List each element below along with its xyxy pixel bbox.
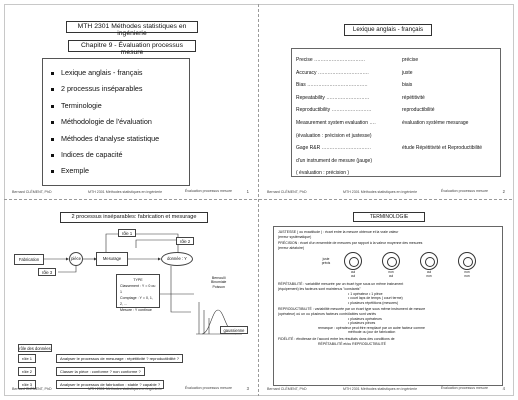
vertical-divider <box>258 4 259 396</box>
course-title: MTH 2301 Méthodes statistiques en ingénierie <box>66 21 198 33</box>
page-number: 2 <box>502 189 505 194</box>
type-title: TYPE <box>133 278 143 282</box>
slide-footer <box>6 383 256 391</box>
bullet-icon <box>51 154 54 157</box>
reproductibilite-line: • plusieurs opérateurs <box>348 316 382 321</box>
mesurage-box: Mesurage <box>96 252 128 266</box>
repetabilite-line: RÉPÉTABILITÉ : variabilité mesurée par un écart type sous un même instrument <box>278 282 404 287</box>
role-label: rôle 2 <box>18 367 36 376</box>
footer-course: MTH 2301 Méthodes statistiques en ingénierie <box>343 387 418 391</box>
list-item: Indices de capacité <box>51 147 189 163</box>
page-number: 3 <box>246 386 249 391</box>
precision-def: PRÉCISION : écart d'un ensemble de mesures par rapport à la valeur moyenne des mesures <box>278 241 423 246</box>
bullet-icon <box>51 105 54 108</box>
contents-box <box>42 58 190 186</box>
lexicon-row: Precise ................................ précise <box>296 57 419 63</box>
lexicon-row: (évaluation : précision et justesse) <box>296 132 372 139</box>
reproductibilite-line: remarque : opérateur peut être remplacé par un autre facteur comme <box>318 325 425 330</box>
process-title: 2 processus inséparables: fabrication et mesurage <box>60 212 208 223</box>
distribution-labels: Bernoulli Binomiale Poisson <box>211 276 227 289</box>
page-number: 4 <box>502 386 505 391</box>
fabrication-box: Fabrication <box>14 254 44 265</box>
repetabilite-line: • 1 opérateur • 1 pièce <box>348 291 383 296</box>
target-icon <box>420 252 438 270</box>
target-label: non oui <box>388 270 394 278</box>
footer-topic: Évaluation processus mesure <box>184 386 232 390</box>
role2-link <box>136 240 176 248</box>
footer-author: Bernard CLÉMENT, PhD <box>12 387 52 391</box>
footer-topic: Évaluation processus mesure <box>184 189 232 193</box>
lexicon-row: Gage R&R ............................... étude Répétitivité et Reproductibilité <box>296 145 483 152</box>
role2-tag: rôle 2 <box>176 237 194 245</box>
lexicon-row: Reproductibility ......................... reproductibilité <box>296 107 435 114</box>
footer-course: MTH 2301 Méthodes statistiques en ingénierie <box>343 190 418 194</box>
target-header: juste précis <box>321 257 331 265</box>
lexicon-box <box>291 48 501 177</box>
footer-topic: Évaluation processus mesure <box>440 189 488 193</box>
role-description: Classer la pièce : conforme ? non conforme ? <box>56 367 145 376</box>
terminology-box <box>273 226 503 386</box>
list-item: 2 processus inséparables <box>51 81 189 97</box>
slide-footer <box>261 186 512 194</box>
lexicon-row: Measurement system evaluation .... évaluation système mesurage <box>296 119 469 126</box>
justesse-def: JUSTESSE ( ou exactitude ) : écart entre la mesure obtenue et la vraie valeur <box>278 230 399 234</box>
bullet-icon <box>51 72 54 75</box>
role3-tag: rôle 3 <box>38 268 56 276</box>
slide-1 <box>6 6 256 197</box>
target-label: oui oui <box>350 270 356 278</box>
footer-course: MTH 2301 Méthodes statistiques en ingénierie <box>88 387 163 391</box>
reproductibilite-line: (opérateur) où un ou plusieurs facteurs contrôlables sont variés <box>278 311 377 316</box>
target-label: oui non <box>426 270 432 278</box>
bullet-icon <box>51 88 54 91</box>
role-description: Analyser le processus de fabrication : stable ? capable ? <box>56 380 164 389</box>
precision-note: (erreur aléatoire) <box>278 245 305 250</box>
lexicon-row: Bias ...................................... biais <box>296 82 413 89</box>
slide-4 <box>261 202 512 394</box>
type-line: Mesure : Y continue <box>120 308 152 312</box>
role-label: rôle 3 <box>18 380 36 389</box>
target-diagrams <box>314 252 498 278</box>
type-link <box>171 266 191 312</box>
list-item: Terminologie <box>51 98 189 114</box>
slide-footer <box>6 186 256 194</box>
footer-author: Bernard CLÉMENT, PhD <box>267 190 307 194</box>
footer-author: Bernard CLÉMENT, PhD <box>267 387 307 391</box>
repetabilite-line: • court laps de temps ( court terme) <box>348 296 403 301</box>
lexicon-title: Lexique anglais - français <box>344 24 432 36</box>
repetabilite-line: • plusieurs répétitions (mesures) <box>348 300 399 305</box>
slide-3 <box>6 202 256 394</box>
horizontal-divider <box>4 199 514 200</box>
type-box <box>116 274 160 312</box>
target-icon <box>382 252 400 270</box>
list-item: Exemple <box>51 163 189 179</box>
terminologie-title: TERMINOLOGIE <box>353 212 425 222</box>
slide-2 <box>261 6 512 197</box>
justesse-note: (erreur systématique) <box>278 234 312 239</box>
piece-node: pièce <box>69 252 83 266</box>
page-number: 1 <box>246 189 249 194</box>
bullet-icon <box>51 138 54 141</box>
feedback-loop <box>106 234 178 252</box>
fidelite-line: RÉPÉTABILITÉ et/ou REPRODUCTIBILITÉ <box>318 341 387 346</box>
type-line: Classement : Y = 0 ou 1 <box>120 284 156 294</box>
bullet-icon <box>51 170 54 173</box>
lexicon-row: Repeatability ........................... répétitivité <box>296 94 425 101</box>
footer-author: Bernard CLÉMENT, PhD <box>12 190 52 194</box>
role-label: rôle 1 <box>18 354 36 363</box>
reproductibilite-line: REPRODUCTIBILITÉ : variabilité mesurée par un écart type sous même instrument de mesure <box>278 307 426 312</box>
target-icon <box>458 252 476 270</box>
slide-footer <box>261 383 512 391</box>
role-description: Analyser le processus de mesurage : répétitivité ? reproductibilité ? <box>56 354 183 363</box>
lexicon-row: Accuracy ................................ juste <box>296 69 413 76</box>
chapter-title: Chapitre 9 - Évaluation processus mesure <box>68 40 196 52</box>
footer-course: MTH 2301 Méthodes statistiques en ingénierie <box>88 190 163 194</box>
bullet-icon <box>51 121 54 124</box>
role1-tag: rôle 1 <box>118 229 136 237</box>
contents-list <box>43 59 189 180</box>
target-label: non non <box>464 270 470 278</box>
type-line: Comptage : Y = 0, 1, 2, ... <box>120 296 153 306</box>
gaussienne-label: gaussienne <box>220 326 248 334</box>
reproductibilite-line: • plusieurs pièces <box>348 321 376 326</box>
list-item: Méthodologie de l'évaluation <box>51 114 189 130</box>
target-icon <box>344 252 362 270</box>
repetabilite-line: (équipement) les facteurs sont maintenus "constants" <box>278 286 361 291</box>
fidelite-line: FIDÉLITÉ : étroitesse de l'accord entre les résultats dans des conditions de <box>278 336 395 341</box>
lexicon-row: ( évaluation : précision ) <box>296 170 350 177</box>
list-item: Méthodes d'analyse statistique <box>51 131 189 147</box>
footer-topic: Évaluation processus mesure <box>440 386 488 390</box>
donnee-node: donnée : Y <box>161 252 193 266</box>
reproductibilite-line: méthode ou jour de fabrication <box>348 330 396 335</box>
list-item: Lexique anglais - français <box>51 65 189 81</box>
roles-heading: rôle des données <box>19 345 51 351</box>
lexicon-row: d'un instrument de mesure (jauge) <box>296 157 372 164</box>
